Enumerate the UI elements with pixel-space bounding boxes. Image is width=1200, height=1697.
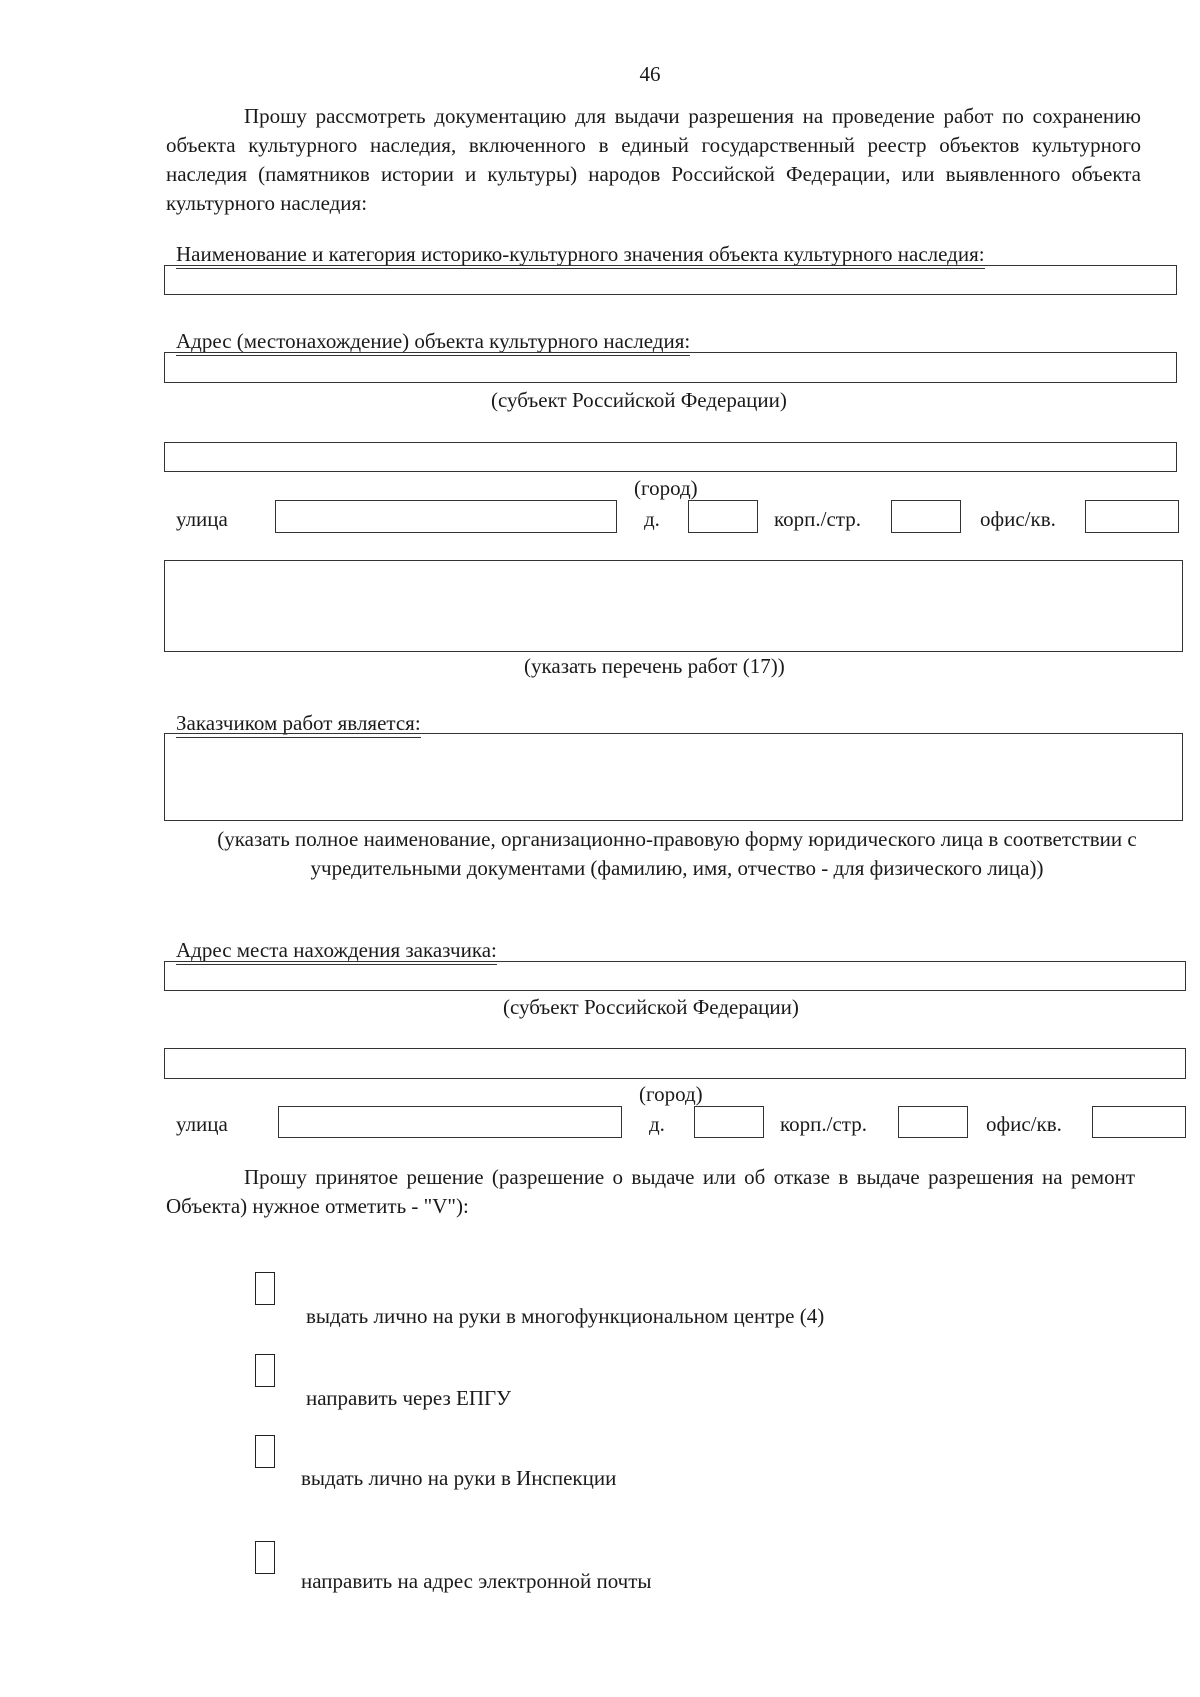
object-subject-caption: (субъект Российской Федерации) xyxy=(491,388,787,412)
works-list-caption: (указать перечень работ (17)) xyxy=(524,654,785,678)
page-number: 46 xyxy=(639,62,661,86)
option-checkbox-epgu[interactable] xyxy=(255,1354,275,1387)
customer-office-field[interactable] xyxy=(1092,1106,1186,1138)
option-label-mfc: выдать лично на руки в многофункциональном центре (4) xyxy=(306,1304,825,1328)
option-label-epgu: направить через ЕПГУ xyxy=(306,1386,512,1410)
object-city-caption: (город) xyxy=(634,476,698,500)
customer-building-field[interactable] xyxy=(898,1106,968,1138)
customer-office-label: офис/кв. xyxy=(986,1112,1062,1136)
customer-house-label: д. xyxy=(649,1112,665,1136)
object-city-field[interactable] xyxy=(164,442,1177,472)
object-house-label: д. xyxy=(644,507,660,531)
object-office-field[interactable] xyxy=(1085,500,1179,533)
customer-address-label: Адрес места нахождения заказчика: xyxy=(176,937,497,965)
object-building-label: корп./стр. xyxy=(774,507,861,531)
customer-caption: (указать полное наименование, организационно-правовую форму юридического лица в соответствии с учредительными документами (фамилию, имя, отчество - для физического лица)) xyxy=(217,827,1137,880)
customer-street-label: улица xyxy=(176,1112,228,1136)
customer-label: Заказчиком работ является: xyxy=(176,710,421,738)
decision-request-text: Прошу принятое решение (разрешение о выдаче или об отказе в выдаче разрешения на ремонт Объекта) нужное отметить - "V"): xyxy=(166,1165,1135,1218)
customer-subject-field[interactable] xyxy=(164,961,1186,991)
intro-paragraph: Прошу рассмотреть документацию для выдачи разрешения на проведение работ по сохранению объекта культурного наследия, включенного в единый государственный реестр объектов культурного наследия (памятников истории и культуры) народов Российской Федерации, или выявленного объекта культурного наследия: xyxy=(166,104,1141,215)
customer-city-caption: (город) xyxy=(639,1082,703,1106)
option-label-inspection: выдать лично на руки в Инспекции xyxy=(301,1466,617,1490)
object-subject-field[interactable] xyxy=(164,352,1177,383)
option-checkbox-mfc[interactable] xyxy=(255,1272,275,1305)
object-name-field[interactable] xyxy=(164,265,1177,295)
object-office-label: офис/кв. xyxy=(980,507,1056,531)
customer-city-field[interactable] xyxy=(164,1048,1186,1079)
customer-subject-caption: (субъект Российской Федерации) xyxy=(503,995,799,1019)
object-street-field[interactable] xyxy=(275,500,617,533)
customer-street-field[interactable] xyxy=(278,1106,622,1138)
object-building-field[interactable] xyxy=(891,500,961,533)
customer-field[interactable] xyxy=(164,733,1183,821)
object-address-label: Адрес (местонахождение) объекта культурного наследия: xyxy=(176,328,690,356)
object-name-label: Наименование и категория историко-культурного значения объекта культурного наследия: xyxy=(176,241,985,269)
customer-building-label: корп./стр. xyxy=(780,1112,867,1136)
option-checkbox-inspection[interactable] xyxy=(255,1435,275,1468)
customer-house-field[interactable] xyxy=(694,1106,764,1138)
works-list-field[interactable] xyxy=(164,560,1183,652)
option-label-email: направить на адрес электронной почты xyxy=(301,1569,652,1593)
object-house-field[interactable] xyxy=(688,500,758,533)
option-checkbox-email[interactable] xyxy=(255,1541,275,1574)
object-street-label: улица xyxy=(176,507,228,531)
